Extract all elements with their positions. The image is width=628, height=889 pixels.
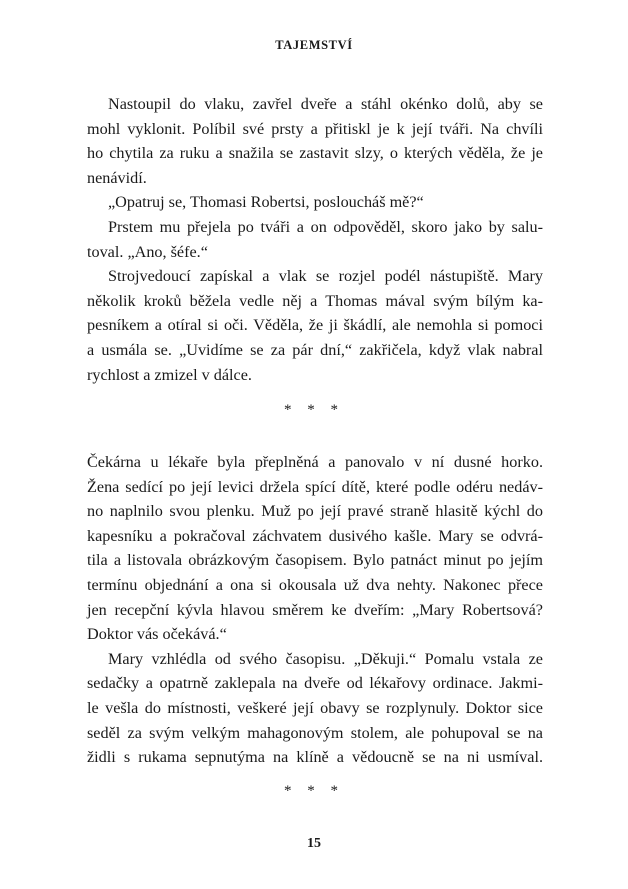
text-line: židli s rukama sepnutýma na klíně a vědoucně se na ni usmíval. bbox=[87, 748, 543, 767]
text-line: sedačky a opatrně zaklepala na dveře od lékařovy ordinace. Jakmi- bbox=[87, 674, 543, 693]
text-line: Strojvedoucí zapískal a vlak se rozjel podél nástupiště. Mary bbox=[108, 267, 543, 286]
text-line: a usmála se. „Uvidíme se za pár dní,“ zakřičela, když vlak nabral bbox=[87, 341, 543, 359]
text-line: Mary vzhlédla od svého časopisu. „Děkuji.“ Pomalu vstala ze bbox=[108, 649, 543, 668]
text-line: termínu objednání a ona si okousala už dva nehty. Nakonec přece bbox=[87, 576, 543, 594]
text-line: Čekárna u lékaře byla přeplněná a panovalo v ní dusné horko. bbox=[87, 453, 543, 471]
text-line: nenávidí. bbox=[87, 168, 147, 187]
text-line: le vešla do místnosti, veškeré její obavy se rozplynuly. Doktor sice bbox=[87, 699, 543, 717]
text-line: pesníkem a otíral si oči. Věděla, že ji škádlí, ale nemohla si pomoci bbox=[87, 316, 543, 335]
text-line: „Opatruj se, Thomasi Robertsi, posloucháš mě?“ bbox=[108, 193, 424, 212]
section-break: * * * bbox=[284, 783, 344, 799]
text-line: kapesníku a pokračoval záchvatem dusivého kašle. Mary se odvrá- bbox=[87, 526, 543, 545]
text-line: toval. „Ano, šéfe.“ bbox=[87, 242, 208, 261]
text-line: ho chytila za ruku a snažila se zastavit slzy, o kterých věděla, že je bbox=[87, 144, 543, 163]
text-line: no naplnilo svou plenku. Muž po její pravé straně hlasitě kýchl do bbox=[87, 502, 543, 521]
text-line: několik kroků běžela vedle něj a Thomas mával svým bílým ka- bbox=[87, 291, 543, 310]
section-break: * * * bbox=[284, 402, 344, 418]
running-head: TAJEMSTVÍ bbox=[275, 38, 353, 52]
text-line: mohl vyklonit. Políbil své prsty a přitiskl je k její tváři. Na chvíli bbox=[87, 119, 543, 138]
text-line: Žena sedící po její levici držela spící dítě, které podle odéru nedáv- bbox=[87, 477, 543, 496]
page-number: 15 bbox=[307, 836, 321, 851]
text-line: tila a listovala obrázkovým časopisem. Bylo patnáct minut po jejím bbox=[87, 551, 543, 570]
text-line: Nastoupil do vlaku, zavřel dveře a stáhl okénko dolů, aby se bbox=[108, 95, 543, 113]
text-line: rychlost a zmizel v dálce. bbox=[87, 365, 252, 384]
text-line: jen recepční kývla hlavou směrem ke dveřím: „Mary Robertsová? bbox=[87, 600, 543, 619]
text-line: Prstem mu přejela po tváři a on odpověděl, skoro jako by salu- bbox=[108, 218, 543, 236]
text-line: Doktor vás očekává.“ bbox=[87, 625, 227, 644]
text-line: seděl za svým velkým mahagonovým stolem, ale pohupoval se na bbox=[87, 723, 543, 742]
